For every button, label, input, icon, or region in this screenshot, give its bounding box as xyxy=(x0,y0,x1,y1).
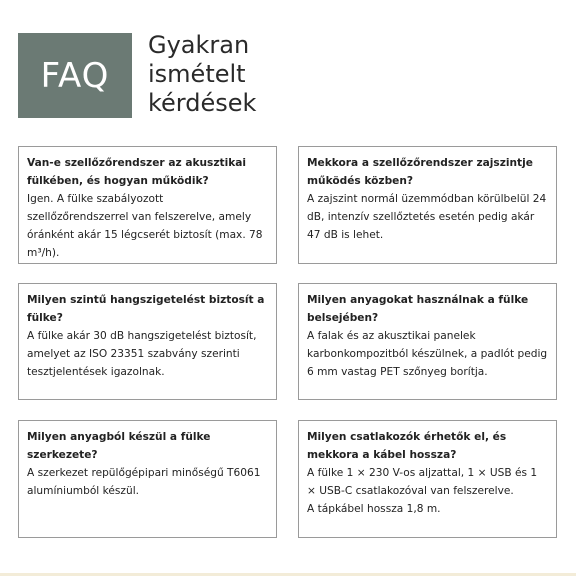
faq-badge: FAQ xyxy=(18,33,132,118)
faq-card-frame-material xyxy=(18,420,277,538)
page-header xyxy=(18,33,256,118)
faq-answer: A zajszint normál üzemmódban körülbelül 24 dB, intenzív szellőztetés esetén pedig akár 47 dB is lehet. xyxy=(307,193,547,241)
faq-question: Milyen csatlakozók érhetők el, és mekkora a kábel hossza? xyxy=(307,431,507,461)
title-line-2: ismételt xyxy=(148,60,246,88)
faq-card-interior-materials xyxy=(298,283,557,400)
faq-card-noise-level xyxy=(298,146,557,264)
faq-answer: A szerkezet repülőgépipari minőségű T6061 alumíniumból készül. xyxy=(27,467,261,497)
faq-card-connectors xyxy=(298,420,557,538)
faq-question: Milyen szintű hangszigetelést biztosít a fülke? xyxy=(27,294,265,324)
faq-answer: A fülke akár 30 dB hangszigetelést biztosít, amelyet az ISO 23351 szabvány szerinti tesztjelentések igazolnak. xyxy=(27,330,257,378)
faq-answer: A falak és az akusztikai panelek karbonkompozitból készülnek, a padlót pedig 6 mm vastag PET szőnyeg borítja. xyxy=(307,330,548,378)
page-title xyxy=(148,31,256,118)
faq-question: Milyen anyagból készül a fülke szerkezete? xyxy=(27,431,211,461)
faq-question: Van-e szellőzőrendszer az akusztikai fülkében, és hogyan működik? xyxy=(27,157,247,187)
faq-card-sound-insulation xyxy=(18,283,277,400)
faq-answer-extra: A tápkábel hossza 1,8 m. xyxy=(307,503,441,515)
faq-card-ventilation xyxy=(18,146,277,264)
faq-answer: A fülke 1 × 230 V-os aljzattal, 1 × USB és 1 × USB-C csatlakozóval van felszerelve. xyxy=(307,467,538,497)
faq-question: Mekkora a szellőzőrendszer zajszintje működés közben? xyxy=(307,157,533,187)
faq-question: Milyen anyagokat használnak a fülke belsejében? xyxy=(307,294,529,324)
title-line-3: kérdések xyxy=(148,89,257,117)
faq-answer: Igen. A fülke szabályozott szellőzőrendszerrel van felszerelve, amely óránként akár 15 légcserét biztosít (max. 78 m³/h). xyxy=(27,193,263,259)
title-line-1: Gyakran xyxy=(148,31,250,59)
